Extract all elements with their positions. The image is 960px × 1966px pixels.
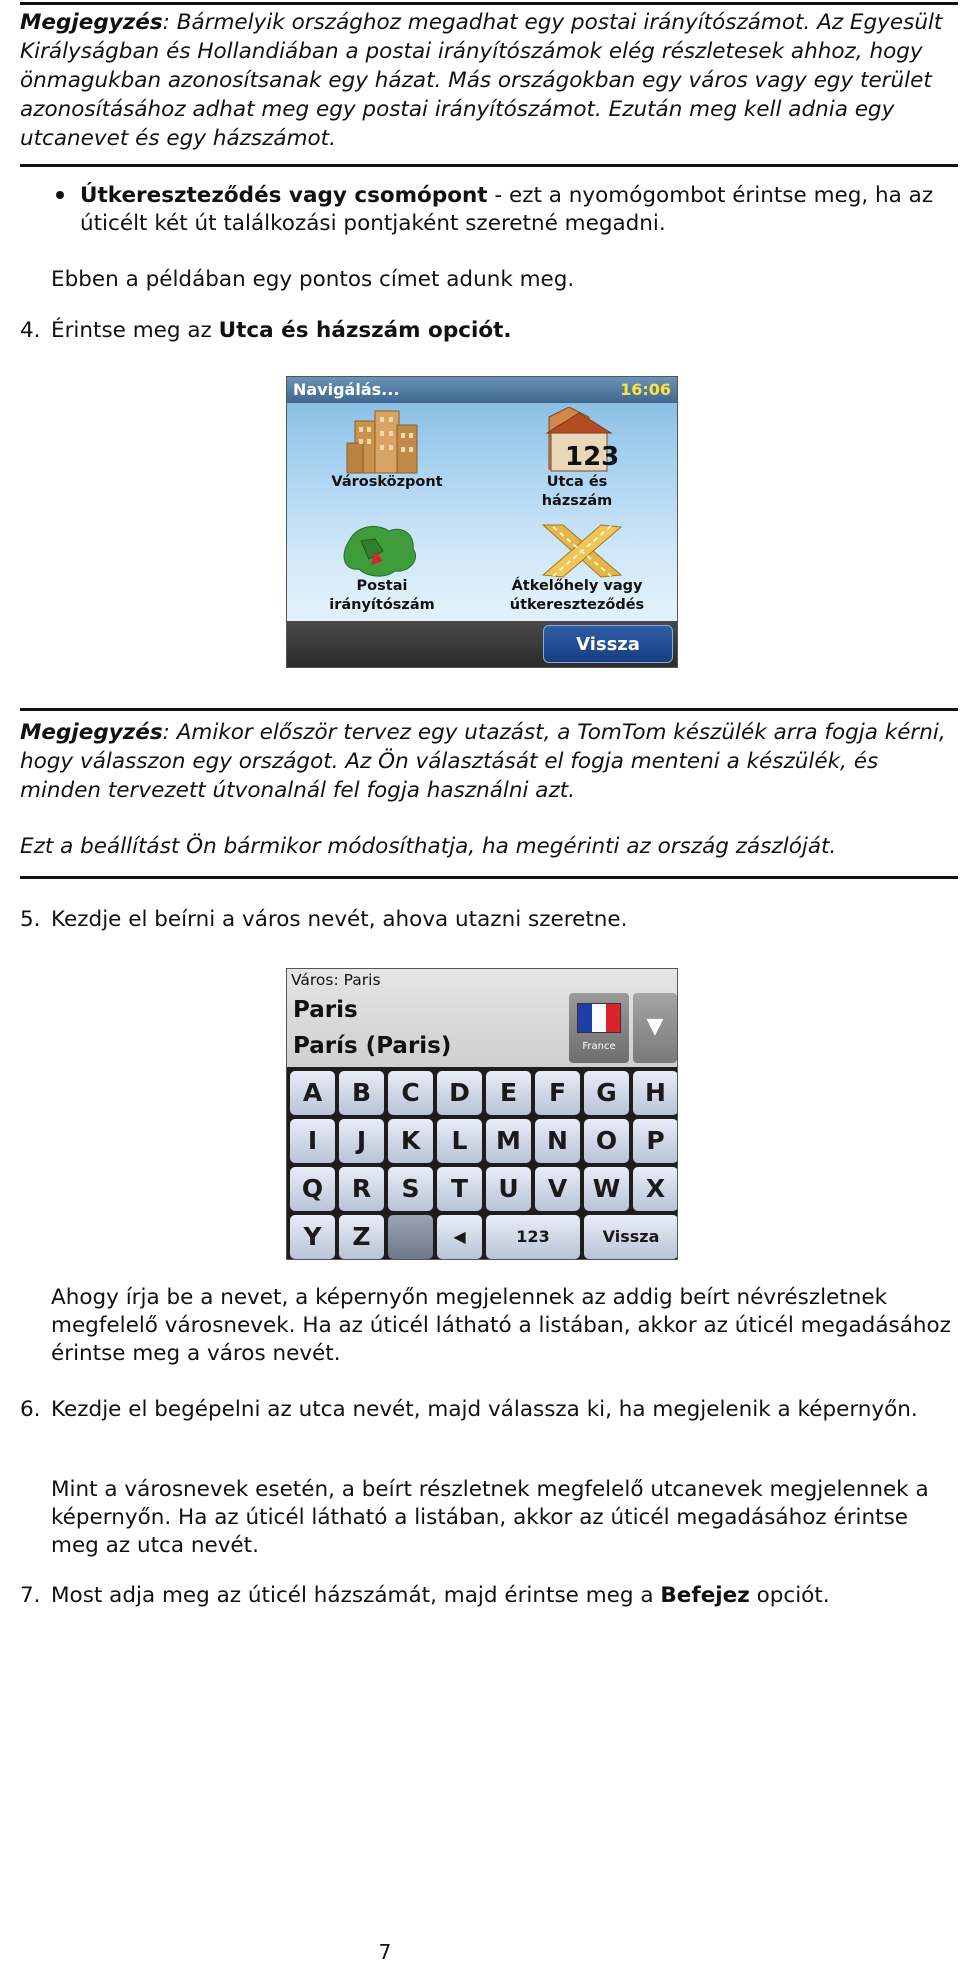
crossroads-icon — [497, 521, 657, 581]
key-s[interactable]: S — [388, 1167, 433, 1211]
crossing-button[interactable] — [497, 521, 657, 621]
key-d[interactable]: D — [437, 1071, 482, 1115]
step6-text: Kezdje el begépelni az utca nevét, majd válassza ki, ha megjelenik a képernyőn. — [51, 1397, 918, 1422]
chevron-down-icon: ▼ — [646, 1014, 664, 1039]
key-a[interactable]: A — [290, 1071, 335, 1115]
city-input-title: Város: Paris — [291, 971, 381, 989]
top-rule — [20, 2, 958, 5]
key-z[interactable]: Z — [339, 1215, 384, 1259]
city-center-label: Városközpont — [331, 474, 443, 490]
backspace-icon: ◀ — [453, 1227, 466, 1246]
key-i[interactable]: I — [290, 1119, 335, 1163]
key-u[interactable]: U — [486, 1167, 531, 1211]
bullet-dot — [56, 191, 68, 203]
step4-pre: Érintse meg az — [51, 318, 219, 343]
nav-footer — [287, 621, 677, 667]
note2-top-rule — [20, 708, 958, 711]
backspace-key[interactable] — [437, 1215, 482, 1259]
key-t[interactable]: T — [437, 1167, 482, 1211]
country-name: France — [582, 1041, 616, 1052]
city-keyboard-screen — [286, 968, 678, 1260]
city-center-button[interactable] — [327, 407, 447, 507]
key-h[interactable]: H — [633, 1071, 678, 1115]
house-number-icon — [507, 407, 647, 477]
city-suggestion-2[interactable]: París (Paris) — [293, 1033, 452, 1059]
street-list-explanation: Mint a városnevek esetén, a beírt részletnek megfelelő utcanevek megjelennek a képernyőn. Ha az úticél látható a listában, akkor az úticél megadásához érintse meg az utca nevét. — [51, 1477, 929, 1558]
buildings-icon — [327, 407, 447, 477]
key-n[interactable]: N — [535, 1119, 580, 1163]
country-flag-button[interactable] — [569, 993, 629, 1063]
key-j[interactable]: J — [339, 1119, 384, 1163]
postcode-label-1: Postai — [356, 578, 408, 594]
step7-number: 7. — [20, 1583, 41, 1608]
city-list-explanation: Ahogy írja be a nevet, a képernyőn megjelennek az addig beírt névrészletnek megfelelő városnevek. Ha az úticél látható a listában, akkor az úticél megadásához érintse meg a város nevét. — [51, 1285, 951, 1366]
step6-number: 6. — [20, 1397, 41, 1422]
map-region-icon — [317, 521, 447, 581]
key-x[interactable]: X — [633, 1167, 678, 1211]
numbers-key[interactable]: 123 — [486, 1215, 580, 1259]
note-country-flag: Ezt a beállítást Ön bármikor módosíthatja, ha megérinti az ország zászlóját. — [20, 834, 837, 859]
nav-back-button[interactable]: Vissza — [543, 625, 673, 663]
key-m[interactable]: M — [486, 1119, 531, 1163]
step7-text — [51, 1582, 956, 1610]
navigation-screen — [286, 376, 678, 668]
note2-text: : Amikor először tervez egy utazást, a TomTom készülék arra fogja kérni, hogy válasszon egy országot. Az Ön választását el fogja menteni a készülék, és minden tervezett útvonalnál fel fogja használni azt. — [20, 720, 946, 803]
keyboard-back-button[interactable]: Vissza — [584, 1215, 678, 1259]
key-y[interactable]: Y — [290, 1215, 335, 1259]
crossing-label-2: útkereszteződés — [509, 597, 645, 613]
nav-time: 16:06 — [620, 380, 671, 399]
note2-label: Megjegyzés — [20, 720, 163, 745]
key-v[interactable]: V — [535, 1167, 580, 1211]
bullet-bold: Útkereszteződés vagy csomópont — [80, 183, 488, 208]
step4-number: 4. — [20, 318, 41, 343]
street-number-label-2: házszám — [541, 493, 613, 509]
crossing-label-1: Átkelőhely vagy — [511, 578, 643, 594]
postcode-button[interactable] — [317, 521, 447, 621]
nav-title: Navigálás... — [293, 380, 400, 399]
house-digits: 123 — [565, 442, 620, 472]
key-r[interactable]: R — [339, 1167, 384, 1211]
note2-bottom-rule — [20, 876, 958, 879]
example-text: Ebben a példában egy pontos címet adunk meg. — [51, 267, 575, 292]
key-l[interactable]: L — [437, 1119, 482, 1163]
key-c[interactable]: C — [388, 1071, 433, 1115]
key-p[interactable]: P — [633, 1119, 678, 1163]
note-label: Megjegyzés — [20, 10, 163, 35]
step7-bold: Befejez — [660, 1583, 750, 1608]
bullet-text: - ezt a nyomógombot érintse meg, ha az úticélt két út találkozási pontjaként szeretné megadni. — [80, 183, 934, 236]
key-e[interactable]: E — [486, 1071, 531, 1115]
dropdown-button[interactable] — [633, 993, 677, 1063]
note-postcode — [20, 8, 955, 153]
key-w[interactable]: W — [584, 1167, 629, 1211]
france-flag-icon — [577, 1003, 621, 1033]
step7-post: opciót. — [749, 1583, 830, 1608]
key-b[interactable]: B — [339, 1071, 384, 1115]
step5-text: Kezdje el beírni a város nevét, ahova utazni szeretne. — [51, 907, 628, 932]
note-country — [20, 718, 955, 805]
postcode-label-2: irányítószám — [329, 597, 435, 613]
step4-text — [51, 317, 931, 345]
street-number-button[interactable] — [507, 407, 647, 517]
key-f[interactable]: F — [535, 1071, 580, 1115]
step7-pre: Most adja meg az úticél házszámát, majd érintse meg a — [51, 1583, 661, 1608]
page-number: 7 — [378, 1940, 392, 1964]
key-k[interactable]: K — [388, 1119, 433, 1163]
street-number-label-1: Utca és — [546, 474, 608, 490]
nav-header — [287, 377, 677, 403]
key-q[interactable]: Q — [290, 1167, 335, 1211]
key-blank — [388, 1215, 433, 1259]
city-suggestion-1[interactable]: Paris — [293, 997, 358, 1023]
step4-bold: Utca és házszám opciót. — [218, 318, 512, 343]
divider-rule — [20, 164, 958, 167]
step5-number: 5. — [20, 907, 41, 932]
bullet-crossing — [80, 182, 956, 238]
key-g[interactable]: G — [584, 1071, 629, 1115]
note-text: : Bármelyik országhoz megadhat egy postai irányítószámot. Az Egyesült Királyságban és Hollandiában a postai irányítószámok elég részletesek ahhoz, hogy önmagukban azonosítsanak egy házat. Más országokban egy város vagy egy terület azonosításához adhat meg egy postai irányítószámot. Ezután meg kell adnia egy utcanevet és egy házszámot. — [20, 10, 943, 151]
key-o[interactable]: O — [584, 1119, 629, 1163]
city-input-area — [287, 969, 677, 1067]
